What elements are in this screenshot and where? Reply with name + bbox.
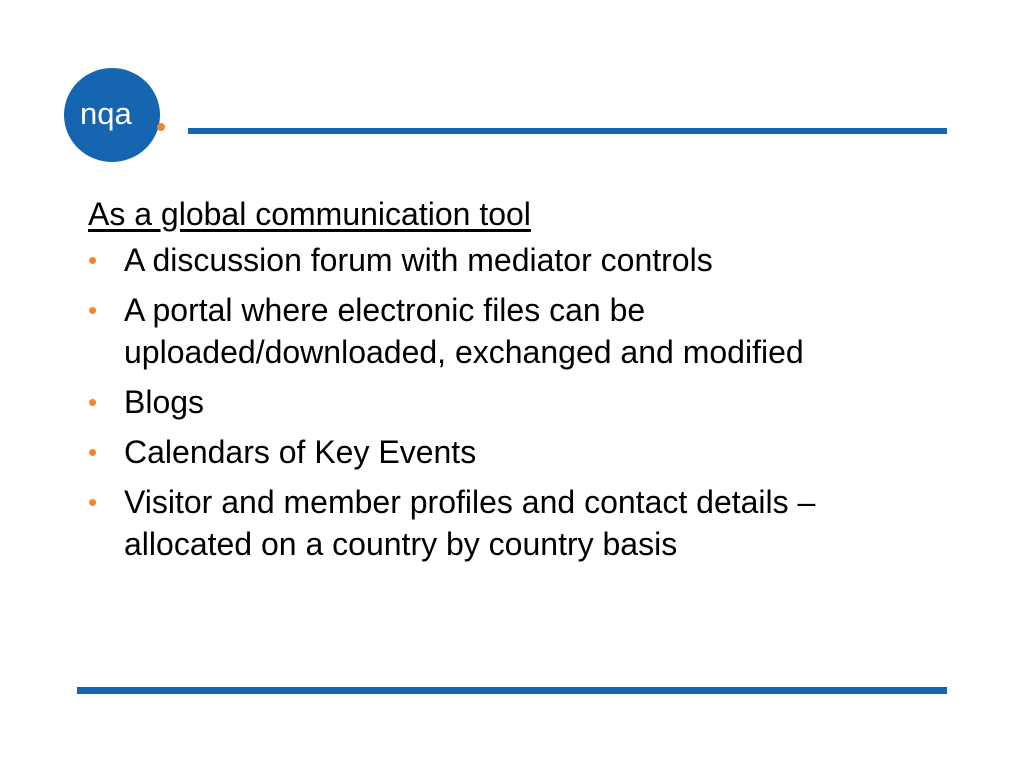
bullet-text: A portal where electronic files can be uploaded/downloaded, exchanged and modified <box>124 292 804 370</box>
header-rule <box>188 128 947 134</box>
list-item <box>88 481 938 565</box>
nqa-logo <box>64 68 160 164</box>
list-item <box>88 239 938 281</box>
logo-text: nqa <box>80 96 132 131</box>
bullet-marker: • <box>88 437 98 467</box>
list-item <box>88 289 938 373</box>
bullet-marker: • <box>88 487 98 517</box>
slide-content <box>88 193 938 573</box>
bullet-text: Visitor and member profiles and contact details – allocated on a country by country basis <box>124 484 816 562</box>
bullet-marker: • <box>88 387 98 417</box>
list-item <box>88 431 938 473</box>
bullet-marker: • <box>88 295 98 325</box>
bullet-list <box>88 239 938 565</box>
bullet-marker: • <box>88 245 98 275</box>
footer-rule <box>77 687 947 694</box>
slide-heading: As a global communication tool <box>88 196 531 232</box>
bullet-text: Calendars of Key Events <box>124 434 477 470</box>
bullet-text: Blogs <box>124 384 205 420</box>
logo-dot <box>157 123 165 131</box>
list-item <box>88 381 938 423</box>
bullet-text: A discussion forum with mediator controls <box>124 242 713 278</box>
